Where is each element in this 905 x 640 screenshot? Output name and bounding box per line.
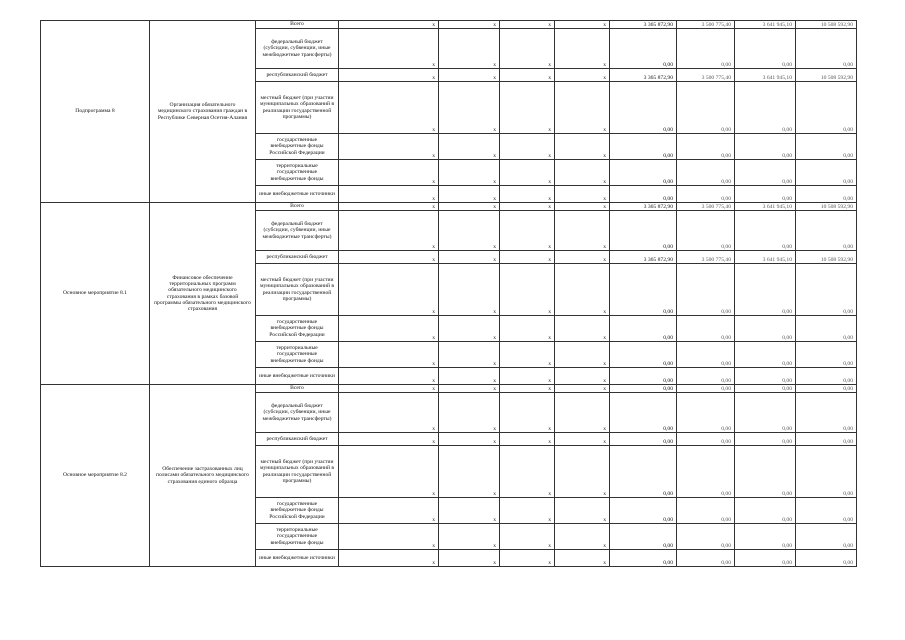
funding-source-cell: федеральный бюджет (субсидии, субвенции, иные межбюджетные трансферты): [256, 29, 339, 69]
program-description-cell: Обеспечение застрахованных лиц полисами обязательного медицинского страхования единого образца: [150, 385, 256, 567]
code-placeholder-cell: х: [439, 134, 500, 160]
code-placeholder-cell: х: [555, 524, 610, 550]
amount-cell: 0,00: [796, 433, 857, 446]
code-placeholder-cell: х: [339, 251, 439, 264]
amount-cell: 0,00: [796, 342, 857, 368]
funding-source-cell: территориальные государственные внебюджетные фонды: [256, 342, 339, 368]
code-placeholder-cell: х: [339, 211, 439, 251]
code-placeholder-cell: х: [500, 211, 555, 251]
code-placeholder-cell: х: [339, 550, 439, 567]
amount-cell: 0,00: [677, 524, 735, 550]
code-placeholder-cell: х: [555, 433, 610, 446]
code-placeholder-cell: х: [555, 368, 610, 385]
funding-source-cell: местный бюджет (при участии муниципальных образований в реализации государственной программы): [256, 82, 339, 134]
code-placeholder-cell: х: [555, 446, 610, 498]
code-placeholder-cell: х: [500, 316, 555, 342]
code-placeholder-cell: х: [500, 393, 555, 433]
funding-source-cell: иные внебюджетные источники: [256, 368, 339, 385]
amount-cell: 0,00: [677, 446, 735, 498]
code-placeholder-cell: х: [500, 82, 555, 134]
code-placeholder-cell: х: [555, 393, 610, 433]
code-placeholder-cell: х: [555, 342, 610, 368]
amount-cell: 0,00: [796, 134, 857, 160]
code-placeholder-cell: х: [500, 69, 555, 82]
code-placeholder-cell: х: [439, 524, 500, 550]
amount-cell: 0,00: [796, 211, 857, 251]
funding-source-cell: государственные внебюджетные фонды Российской Федерации: [256, 498, 339, 524]
amount-cell: 0,00: [677, 186, 735, 203]
code-placeholder-cell: х: [339, 433, 439, 446]
amount-cell: 0,00: [610, 160, 677, 186]
amount-cell: 0,00: [677, 160, 735, 186]
funding-table: [40, 20, 857, 567]
amount-cell: 0,00: [610, 368, 677, 385]
table-row: [41, 385, 857, 393]
code-placeholder-cell: х: [339, 524, 439, 550]
code-placeholder-cell: х: [555, 498, 610, 524]
amount-cell: 0,00: [677, 264, 735, 316]
amount-cell: 0,00: [796, 524, 857, 550]
funding-source-cell: республиканский бюджет: [256, 251, 339, 264]
code-placeholder-cell: х: [500, 134, 555, 160]
funding-source-cell: Всего: [256, 203, 339, 211]
amount-cell: 3 641 945,10: [735, 203, 796, 211]
code-placeholder-cell: х: [339, 264, 439, 316]
code-placeholder-cell: х: [439, 203, 500, 211]
program-name-cell: Основное мероприятие 8.1: [41, 203, 150, 385]
amount-cell: 0,00: [735, 524, 796, 550]
amount-cell: 10 508 592,90: [796, 203, 857, 211]
code-placeholder-cell: х: [339, 498, 439, 524]
funding-source-cell: республиканский бюджет: [256, 69, 339, 82]
amount-cell: 0,00: [796, 82, 857, 134]
code-placeholder-cell: х: [439, 368, 500, 385]
amount-cell: 0,00: [735, 316, 796, 342]
amount-cell: 0,00: [610, 316, 677, 342]
amount-cell: 0,00: [610, 264, 677, 316]
amount-cell: 0,00: [735, 342, 796, 368]
amount-cell: 0,00: [677, 342, 735, 368]
code-placeholder-cell: х: [439, 264, 500, 316]
code-placeholder-cell: х: [500, 498, 555, 524]
amount-cell: 0,00: [735, 446, 796, 498]
code-placeholder-cell: х: [339, 203, 439, 211]
code-placeholder-cell: х: [439, 342, 500, 368]
code-placeholder-cell: х: [339, 446, 439, 498]
code-placeholder-cell: х: [439, 498, 500, 524]
code-placeholder-cell: х: [339, 29, 439, 69]
code-placeholder-cell: х: [555, 160, 610, 186]
amount-cell: 0,00: [610, 524, 677, 550]
code-placeholder-cell: х: [555, 29, 610, 69]
code-placeholder-cell: х: [339, 134, 439, 160]
code-placeholder-cell: х: [555, 134, 610, 160]
funding-source-cell: территориальные государственные внебюджетные фонды: [256, 160, 339, 186]
code-placeholder-cell: х: [500, 550, 555, 567]
amount-cell: 3 365 872,90: [610, 251, 677, 264]
amount-cell: 0,00: [735, 134, 796, 160]
code-placeholder-cell: х: [439, 211, 500, 251]
amount-cell: 10 508 592,90: [796, 251, 857, 264]
code-placeholder-cell: х: [555, 203, 610, 211]
amount-cell: 0,00: [610, 446, 677, 498]
code-placeholder-cell: х: [439, 393, 500, 433]
amount-cell: 0,00: [735, 82, 796, 134]
code-placeholder-cell: х: [339, 368, 439, 385]
amount-cell: 0,00: [735, 498, 796, 524]
code-placeholder-cell: х: [439, 433, 500, 446]
amount-cell: 3 641 945,10: [735, 21, 796, 29]
amount-cell: 3 500 775,40: [677, 251, 735, 264]
code-placeholder-cell: х: [500, 251, 555, 264]
program-name-cell: Основное мероприятие 8.2: [41, 385, 150, 567]
amount-cell: 0,00: [677, 550, 735, 567]
amount-cell: 0,00: [610, 550, 677, 567]
amount-cell: 0,00: [610, 29, 677, 69]
code-placeholder-cell: х: [439, 82, 500, 134]
code-placeholder-cell: х: [339, 385, 439, 393]
table-body: [41, 21, 857, 567]
funding-source-cell: Всего: [256, 385, 339, 393]
amount-cell: 0,00: [735, 368, 796, 385]
code-placeholder-cell: х: [500, 446, 555, 498]
amount-cell: 0,00: [796, 264, 857, 316]
amount-cell: 0,00: [796, 385, 857, 393]
amount-cell: 0,00: [677, 316, 735, 342]
program-name-cell: Подпрограмма 8: [41, 21, 150, 203]
funding-source-cell: местный бюджет (при участии муниципальных образований в реализации государственной программы): [256, 264, 339, 316]
amount-cell: 3 365 872,90: [610, 203, 677, 211]
amount-cell: 0,00: [735, 29, 796, 69]
amount-cell: 0,00: [735, 433, 796, 446]
code-placeholder-cell: х: [439, 160, 500, 186]
code-placeholder-cell: х: [500, 264, 555, 316]
amount-cell: 0,00: [677, 211, 735, 251]
amount-cell: 0,00: [735, 186, 796, 203]
code-placeholder-cell: х: [500, 433, 555, 446]
code-placeholder-cell: х: [439, 29, 500, 69]
code-placeholder-cell: х: [439, 316, 500, 342]
amount-cell: 0,00: [796, 393, 857, 433]
funding-source-cell: федеральный бюджет (субсидии, субвенции, иные межбюджетные трансферты): [256, 393, 339, 433]
amount-cell: 0,00: [735, 393, 796, 433]
amount-cell: 0,00: [796, 550, 857, 567]
amount-cell: 0,00: [610, 393, 677, 433]
amount-cell: 0,00: [735, 550, 796, 567]
code-placeholder-cell: х: [500, 203, 555, 211]
amount-cell: 10 508 592,90: [796, 21, 857, 29]
code-placeholder-cell: х: [439, 446, 500, 498]
code-placeholder-cell: х: [555, 550, 610, 567]
amount-cell: 0,00: [677, 393, 735, 433]
code-placeholder-cell: х: [439, 385, 500, 393]
amount-cell: 0,00: [610, 433, 677, 446]
funding-source-cell: иные внебюджетные источники: [256, 550, 339, 567]
amount-cell: 0,00: [677, 385, 735, 393]
funding-source-cell: государственные внебюджетные фонды Российской Федерации: [256, 316, 339, 342]
amount-cell: 0,00: [610, 342, 677, 368]
funding-source-cell: территориальные государственные внебюджетные фонды: [256, 524, 339, 550]
amount-cell: 0,00: [796, 446, 857, 498]
code-placeholder-cell: х: [555, 186, 610, 203]
code-placeholder-cell: х: [555, 251, 610, 264]
amount-cell: 0,00: [735, 385, 796, 393]
table-row: [41, 203, 857, 211]
code-placeholder-cell: х: [555, 316, 610, 342]
amount-cell: 3 641 945,10: [735, 69, 796, 82]
code-placeholder-cell: х: [339, 186, 439, 203]
amount-cell: 0,00: [610, 134, 677, 160]
amount-cell: 0,00: [796, 498, 857, 524]
code-placeholder-cell: х: [500, 524, 555, 550]
code-placeholder-cell: х: [555, 21, 610, 29]
funding-source-cell: республиканский бюджет: [256, 433, 339, 446]
code-placeholder-cell: х: [500, 385, 555, 393]
code-placeholder-cell: х: [500, 29, 555, 69]
amount-cell: 0,00: [796, 368, 857, 385]
code-placeholder-cell: х: [500, 368, 555, 385]
amount-cell: 0,00: [677, 82, 735, 134]
amount-cell: 0,00: [677, 433, 735, 446]
amount-cell: 0,00: [677, 134, 735, 160]
code-placeholder-cell: х: [439, 186, 500, 203]
amount-cell: 0,00: [610, 82, 677, 134]
funding-source-cell: государственные внебюджетные фонды Российской Федерации: [256, 134, 339, 160]
code-placeholder-cell: х: [500, 186, 555, 203]
code-placeholder-cell: х: [339, 69, 439, 82]
code-placeholder-cell: х: [439, 21, 500, 29]
funding-source-cell: Всего: [256, 21, 339, 29]
code-placeholder-cell: х: [439, 550, 500, 567]
amount-cell: 0,00: [677, 29, 735, 69]
amount-cell: 0,00: [677, 498, 735, 524]
code-placeholder-cell: х: [439, 69, 500, 82]
amount-cell: 0,00: [796, 316, 857, 342]
amount-cell: 0,00: [610, 385, 677, 393]
funding-source-cell: федеральный бюджет (субсидии, субвенции, иные межбюджетные трансферты): [256, 211, 339, 251]
code-placeholder-cell: х: [339, 21, 439, 29]
amount-cell: 3 500 775,40: [677, 21, 735, 29]
code-placeholder-cell: х: [339, 160, 439, 186]
amount-cell: 0,00: [796, 160, 857, 186]
amount-cell: 0,00: [610, 186, 677, 203]
amount-cell: 3 641 945,10: [735, 251, 796, 264]
amount-cell: 0,00: [610, 211, 677, 251]
code-placeholder-cell: х: [555, 264, 610, 316]
table-row: [41, 21, 857, 29]
code-placeholder-cell: х: [555, 211, 610, 251]
code-placeholder-cell: х: [500, 342, 555, 368]
code-placeholder-cell: х: [339, 82, 439, 134]
program-description-cell: Финансовое обеспечение территориальных программ обязательного медицинского страхования в рамках базовой программы обязательного медицинского страхования: [150, 203, 256, 385]
amount-cell: 10 508 592,90: [796, 69, 857, 82]
code-placeholder-cell: х: [339, 342, 439, 368]
funding-source-cell: местный бюджет (при участии муниципальных образований в реализации государственной программы): [256, 446, 339, 498]
code-placeholder-cell: х: [555, 82, 610, 134]
amount-cell: 0,00: [610, 498, 677, 524]
amount-cell: 0,00: [677, 368, 735, 385]
funding-source-cell: иные внебюджетные источники: [256, 186, 339, 203]
code-placeholder-cell: х: [500, 160, 555, 186]
amount-cell: 0,00: [735, 264, 796, 316]
code-placeholder-cell: х: [439, 251, 500, 264]
code-placeholder-cell: х: [555, 69, 610, 82]
code-placeholder-cell: х: [339, 316, 439, 342]
amount-cell: 3 365 872,90: [610, 69, 677, 82]
code-placeholder-cell: х: [555, 385, 610, 393]
amount-cell: 0,00: [796, 29, 857, 69]
amount-cell: 3 365 872,90: [610, 21, 677, 29]
program-description-cell: Организация обязательного медицинского страхования граждан в Республике Северная Осетия-Алания: [150, 21, 256, 203]
amount-cell: 0,00: [735, 211, 796, 251]
code-placeholder-cell: х: [500, 21, 555, 29]
amount-cell: 0,00: [735, 160, 796, 186]
amount-cell: 3 500 775,40: [677, 69, 735, 82]
amount-cell: 3 500 775,40: [677, 203, 735, 211]
amount-cell: 0,00: [796, 186, 857, 203]
code-placeholder-cell: х: [339, 393, 439, 433]
